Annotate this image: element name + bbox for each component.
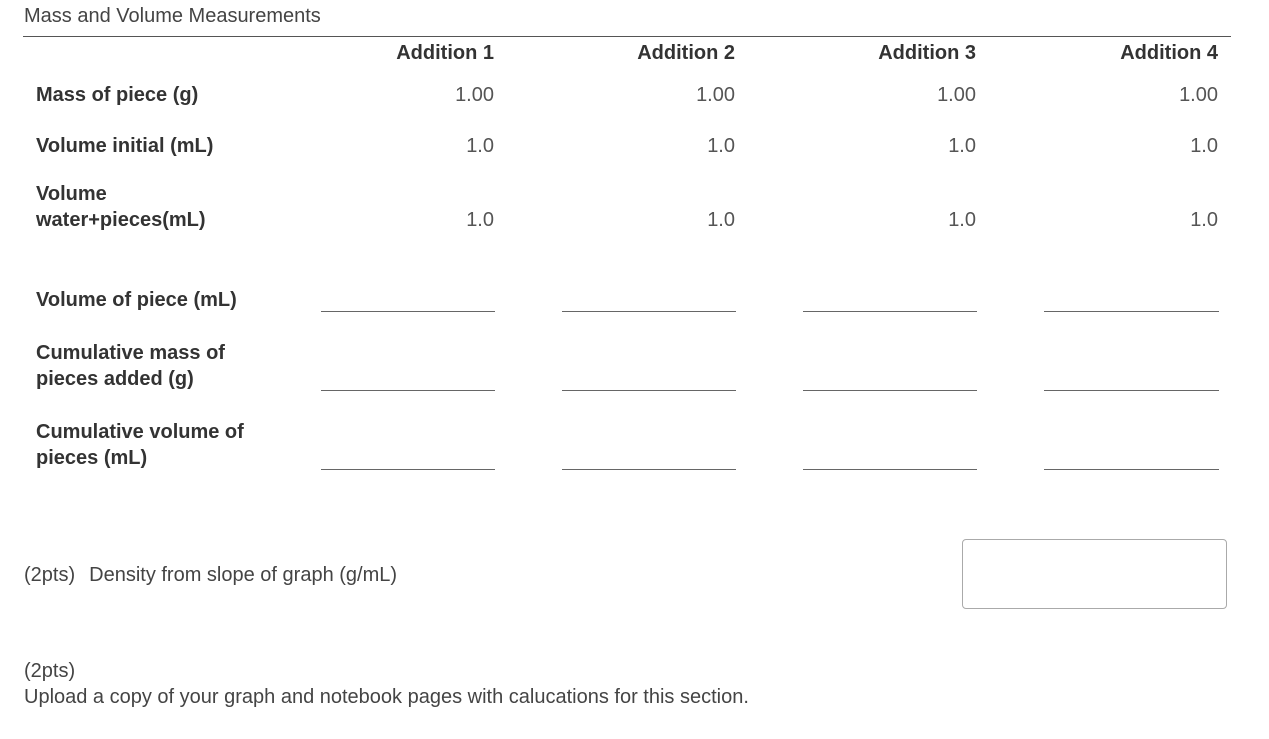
row-label-cumulative-mass (36, 340, 276, 392)
row-label-line-2: pieces (mL) (36, 447, 148, 469)
volume-initial-addition-1: 1.0 (466, 135, 494, 157)
cumulative-mass-input-addition-4[interactable] (1044, 364, 1219, 391)
row-label-cumulative-volume (36, 419, 276, 471)
volume-water-pieces-addition-2: 1.0 (707, 209, 735, 231)
volume-initial-addition-4: 1.0 (1190, 135, 1218, 157)
col-header-addition-3: Addition 3 (878, 42, 976, 64)
row-label-volume-water-pieces (36, 181, 276, 233)
upload-points: (2pts) (24, 660, 76, 682)
upload-question (24, 658, 749, 710)
cumulative-mass-input-addition-1[interactable] (321, 364, 495, 391)
density-label: Density from slope of graph (g/mL) (89, 564, 398, 586)
row-label-line-2: water+pieces(mL) (36, 209, 206, 231)
row-label-line-1: Cumulative mass of (36, 342, 225, 364)
mass-of-piece-addition-4: 1.00 (1179, 84, 1218, 106)
volume-water-pieces-addition-4: 1.0 (1190, 209, 1218, 231)
volume-water-pieces-addition-3: 1.0 (948, 209, 976, 231)
density-question (24, 564, 397, 587)
volume-initial-addition-2: 1.0 (707, 135, 735, 157)
row-label-line-2: pieces added (g) (36, 368, 194, 390)
cumulative-volume-input-addition-2[interactable] (562, 443, 736, 470)
col-header-addition-2: Addition 2 (637, 42, 735, 64)
volume-of-piece-input-addition-1[interactable] (321, 285, 495, 312)
row-label-line-1: Volume (36, 183, 107, 205)
row-label-volume-initial: Volume initial (mL) (36, 135, 214, 157)
row-label-line-1: Cumulative volume of (36, 421, 244, 443)
col-header-addition-1: Addition 1 (396, 42, 494, 64)
cumulative-mass-input-addition-3[interactable] (803, 364, 977, 391)
density-points: (2pts) (24, 564, 76, 586)
mass-of-piece-addition-2: 1.00 (696, 84, 735, 106)
cumulative-mass-input-addition-2[interactable] (562, 364, 736, 391)
cumulative-volume-input-addition-3[interactable] (803, 443, 977, 470)
volume-of-piece-input-addition-2[interactable] (562, 285, 736, 312)
row-label-volume-of-piece: Volume of piece (mL) (36, 289, 237, 311)
cumulative-volume-input-addition-4[interactable] (1044, 443, 1219, 470)
row-label-mass-of-piece: Mass of piece (g) (36, 84, 199, 106)
volume-water-pieces-addition-1: 1.0 (466, 209, 494, 231)
volume-initial-addition-3: 1.0 (948, 135, 976, 157)
density-input[interactable] (962, 539, 1227, 609)
section-title: Mass and Volume Measurements (24, 5, 321, 27)
mass-of-piece-addition-3: 1.00 (937, 84, 976, 106)
upload-instruction: Upload a copy of your graph and notebook pages with calucations for this section. (24, 686, 749, 708)
col-header-addition-4: Addition 4 (1120, 42, 1218, 64)
volume-of-piece-input-addition-3[interactable] (803, 285, 977, 312)
mass-of-piece-addition-1: 1.00 (455, 84, 494, 106)
cumulative-volume-input-addition-1[interactable] (321, 443, 495, 470)
volume-of-piece-input-addition-4[interactable] (1044, 285, 1219, 312)
